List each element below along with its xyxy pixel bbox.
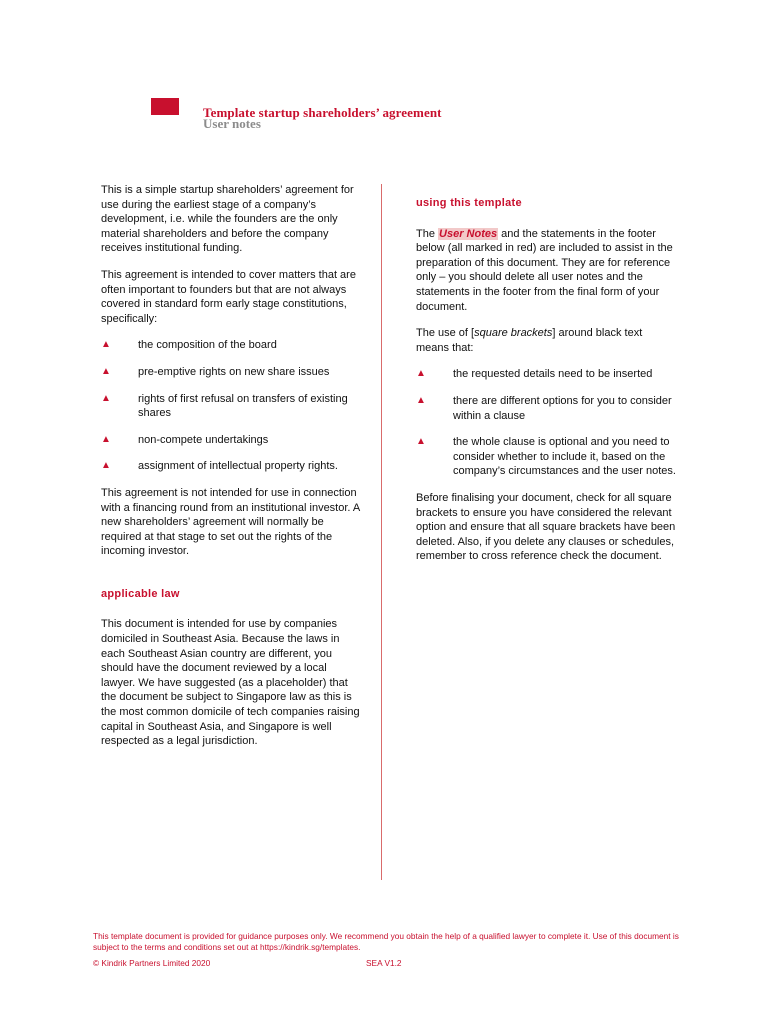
intro-paragraph-3: This agreement is not intended for use in connection with a financing round from an institutional investor. A new shareholders’ agreement will normally be required at that stage to set out the rights of the incoming investor. bbox=[101, 486, 360, 558]
user-notes-highlight: User Notes bbox=[439, 227, 498, 240]
square-brackets-paragraph: The use of [square brackets] around black text means that: bbox=[416, 327, 643, 354]
intro-paragraph-2: This agreement is intended to cover matters that are often important to founders but that are not always covered in standard form early stage constitutions, specifically: bbox=[101, 268, 356, 325]
finalising-paragraph: Before finalising your document, check for all square brackets to ensure you have considered the relevant option and ensure that all square brackets have been deleted. Also, if you delete any clauses or schedules, remember to cross reference check the document. bbox=[416, 491, 676, 563]
applicable-law-heading: applicable law bbox=[101, 587, 180, 600]
list-item-text: non-compete undertakings bbox=[138, 433, 269, 446]
list-item bbox=[101, 338, 363, 353]
list-item bbox=[416, 394, 678, 423]
list-item bbox=[101, 392, 363, 421]
triangle-bullet-icon: ▲ bbox=[101, 460, 111, 472]
list-item bbox=[101, 459, 363, 474]
triangle-bullet-icon: ▲ bbox=[416, 436, 426, 448]
list-item-text: the requested details need to be inserted bbox=[453, 368, 653, 381]
footer-version: SEA V1.2 bbox=[366, 958, 402, 968]
left-column bbox=[101, 183, 363, 761]
list-item bbox=[416, 367, 678, 382]
footer-copyright: © Kindrik Partners Limited 2020 bbox=[93, 958, 211, 968]
footer-disclaimer: This template document is provided for guidance purposes only. We recommend you obtain the help of a qualified lawyer to complete it. Use of this document is subject to the terms and conditions set out at https://kindrik.sg/templates. bbox=[93, 931, 679, 952]
list-item-text: the composition of the board bbox=[138, 339, 277, 352]
triangle-bullet-icon: ▲ bbox=[101, 433, 111, 445]
user-notes-paragraph: The User Notes and the statements in the footer below (all marked in red) are included to assist in the preparation of this document. They are for reference only – you should delete all user notes and the statements in the footer from the final form of your document. bbox=[416, 227, 673, 313]
triangle-bullet-icon: ▲ bbox=[101, 339, 111, 351]
column-divider bbox=[381, 184, 382, 880]
triangle-bullet-icon: ▲ bbox=[101, 392, 111, 404]
right-column bbox=[416, 196, 678, 576]
coverage-list bbox=[101, 338, 363, 474]
intro-paragraph-1: This is a simple startup shareholders’ agreement for use during the earliest stage of a company’s development, i.e. while the founders are the only material shareholders and before the company receives institutional funding. bbox=[101, 184, 354, 255]
square-brackets-emphasis: square brackets bbox=[474, 327, 553, 340]
page-subtitle: User notes bbox=[203, 116, 261, 131]
list-item-text: assignment of intellectual property rights. bbox=[138, 460, 338, 473]
list-item-text: rights of first refusal on transfers of existing shares bbox=[138, 392, 348, 420]
triangle-bullet-icon: ▲ bbox=[416, 368, 426, 380]
list-item-text: pre-emptive rights on new share issues bbox=[138, 365, 330, 378]
list-item bbox=[101, 365, 363, 380]
list-item-text: there are different options for you to consider within a clause bbox=[453, 394, 672, 422]
list-item bbox=[416, 435, 678, 479]
page-title: Template startup shareholders’ agreement bbox=[203, 105, 442, 120]
triangle-bullet-icon: ▲ bbox=[416, 394, 426, 406]
list-item-text: the whole clause is optional and you need to consider whether to include it, based on the company’s circumstances and the user notes. bbox=[453, 436, 676, 478]
list-item bbox=[101, 433, 363, 448]
brackets-meaning-list bbox=[416, 367, 678, 479]
using-template-heading: using this template bbox=[416, 197, 522, 209]
triangle-bullet-icon: ▲ bbox=[101, 365, 111, 377]
logo-mark bbox=[151, 98, 179, 115]
applicable-law-paragraph: This document is intended for use by companies domiciled in Southeast Asia. Because the laws in each Southeast Asian country are different, you should have the document reviewed by a local lawyer. We have suggested (as a placeholder) that the document be subject to Singapore law as this is the most common domicile of tech companies raising capital in Southeast Asia, and Singapore is well respected as a legal jurisdiction. bbox=[101, 618, 360, 748]
